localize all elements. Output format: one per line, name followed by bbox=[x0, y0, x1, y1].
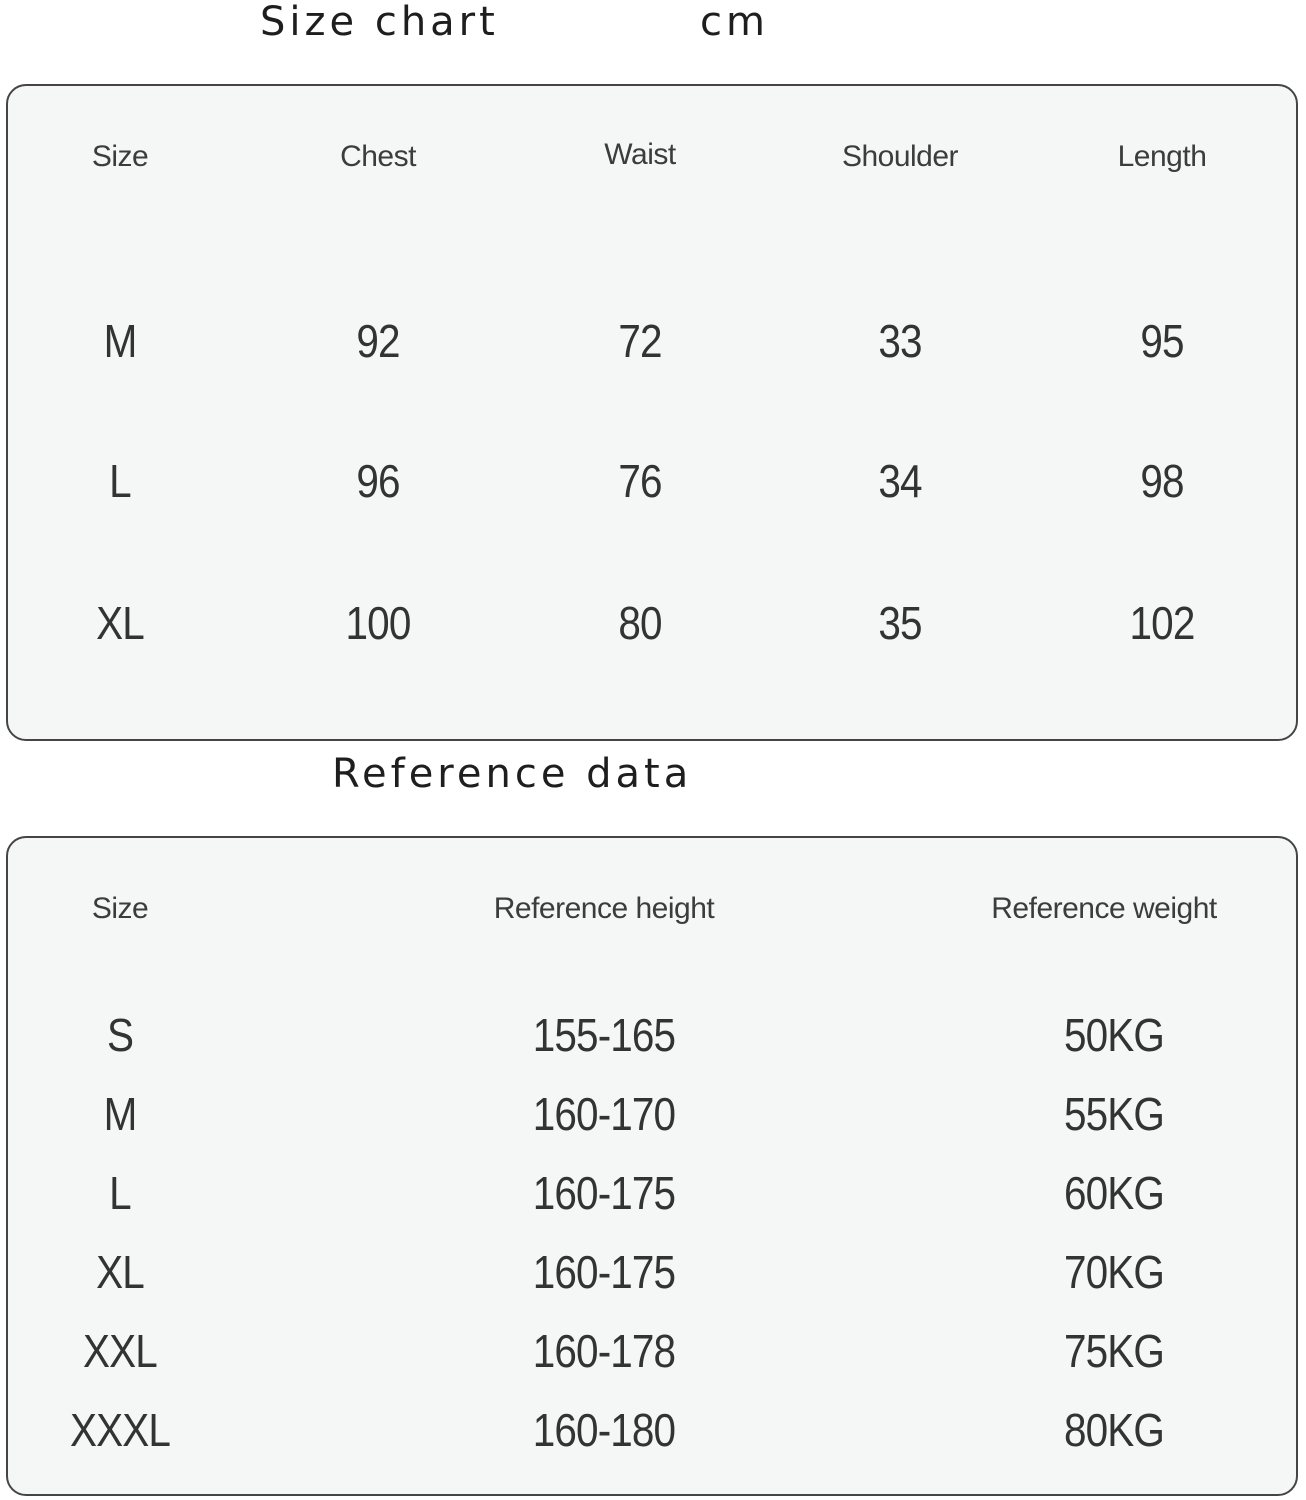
reference-data-title: Reference data bbox=[332, 751, 693, 797]
table-cell-shoulder: 35 bbox=[878, 597, 922, 649]
table-cell-size: XXL bbox=[83, 1325, 157, 1377]
table-cell-chest: 92 bbox=[356, 315, 400, 367]
table-cell-size: XXXL bbox=[69, 1404, 171, 1456]
column-header-length: Length bbox=[1117, 140, 1207, 173]
table-cell-waist: 72 bbox=[618, 315, 662, 367]
unit-label: cm bbox=[700, 0, 769, 45]
table-cell-size: M bbox=[103, 315, 137, 367]
table-cell-size: L bbox=[109, 455, 131, 507]
table-cell-shoulder: 33 bbox=[878, 315, 922, 367]
table-cell-height: 160-180 bbox=[532, 1404, 676, 1456]
table-cell-size: XL bbox=[96, 1246, 144, 1298]
table-cell-length: 95 bbox=[1140, 315, 1184, 367]
table-cell-height: 160-175 bbox=[532, 1246, 676, 1298]
table-cell-chest: 96 bbox=[356, 455, 400, 507]
table-cell-size: XL bbox=[96, 597, 144, 649]
table-cell-waist: 76 bbox=[618, 455, 662, 507]
column-header-shoulder: Shoulder bbox=[841, 140, 959, 173]
column-header-chest: Chest bbox=[340, 140, 416, 173]
column-header-reference-height: Reference height bbox=[493, 892, 715, 925]
table-cell-chest: 100 bbox=[345, 597, 411, 649]
size-chart-title: Size chart bbox=[260, 0, 499, 45]
table-cell-weight: 75KG bbox=[1063, 1325, 1165, 1377]
table-cell-height: 160-175 bbox=[532, 1167, 676, 1219]
table-cell-size: M bbox=[103, 1088, 137, 1140]
table-cell-height: 160-178 bbox=[532, 1325, 676, 1377]
table-cell-waist: 80 bbox=[618, 597, 662, 649]
column-header-waist: Waist bbox=[604, 138, 676, 171]
table-cell-height: 160-170 bbox=[532, 1088, 676, 1140]
reference-table bbox=[6, 836, 1298, 1496]
table-cell-height: 155-165 bbox=[532, 1009, 676, 1061]
column-header-size: Size bbox=[91, 892, 149, 925]
table-cell-shoulder: 34 bbox=[878, 455, 922, 507]
table-cell-weight: 60KG bbox=[1063, 1167, 1165, 1219]
table-cell-weight: 50KG bbox=[1063, 1009, 1165, 1061]
table-cell-size: L bbox=[109, 1167, 131, 1219]
table-cell-weight: 80KG bbox=[1063, 1404, 1165, 1456]
table-cell-weight: 70KG bbox=[1063, 1246, 1165, 1298]
table-cell-length: 102 bbox=[1129, 597, 1195, 649]
table-cell-length: 98 bbox=[1140, 455, 1184, 507]
table-cell-weight: 55KG bbox=[1063, 1088, 1165, 1140]
table-cell-size: S bbox=[106, 1009, 134, 1061]
column-header-reference-weight: Reference weight bbox=[991, 892, 1217, 925]
column-header-size: Size bbox=[91, 140, 149, 173]
size-chart-table bbox=[6, 84, 1298, 741]
